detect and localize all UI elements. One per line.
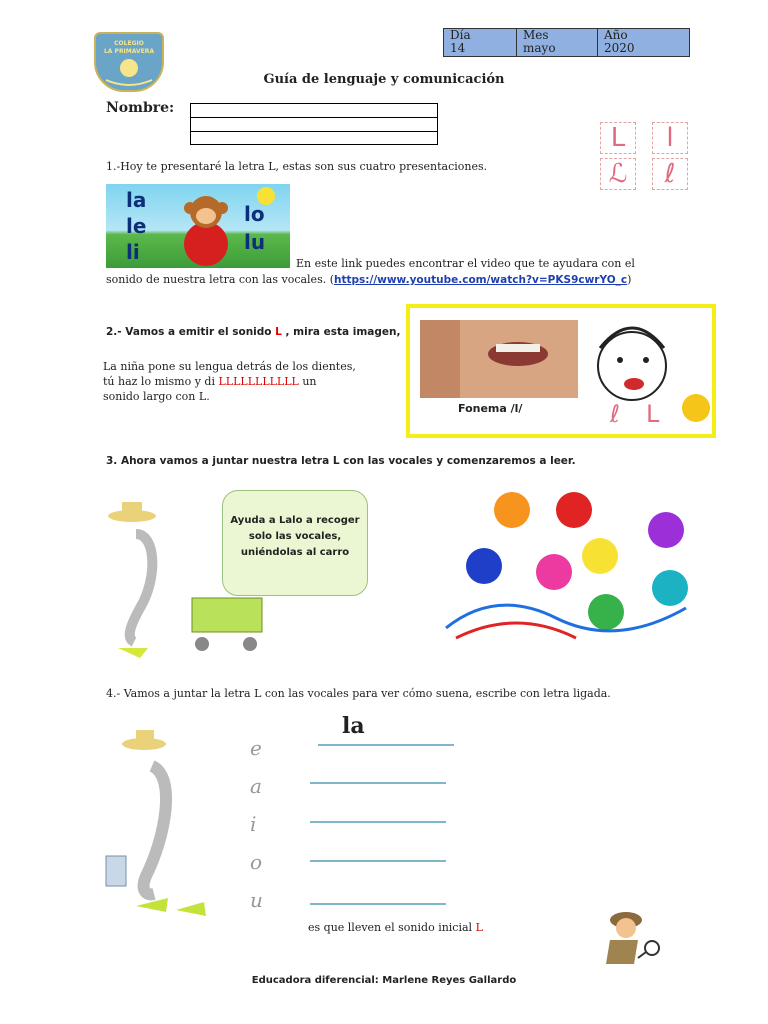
vowel-u: u bbox=[250, 888, 263, 912]
answer-line-e[interactable] bbox=[318, 744, 454, 746]
cut-letter: L bbox=[475, 921, 483, 934]
page-title: Guía de lenguaje y comunicación bbox=[263, 72, 505, 87]
section2-desc-2 bbox=[103, 374, 317, 389]
cut-text: es que lleven el sonido inicial bbox=[308, 921, 476, 934]
answer-line-a[interactable] bbox=[310, 782, 446, 784]
syllables-video-banner[interactable] bbox=[106, 184, 290, 268]
vowel-i: i bbox=[250, 812, 257, 836]
link-text-2: sonido de nuestra letra con las vocales. ( bbox=[106, 273, 334, 286]
date-month-value: mayo bbox=[523, 41, 556, 55]
letter-form-upper-cursive: ℒ bbox=[600, 158, 636, 190]
date-year-label: Año bbox=[604, 28, 628, 42]
example-syllable: la bbox=[342, 713, 365, 739]
lalo-writing-icon bbox=[96, 726, 256, 926]
detective-icon bbox=[586, 906, 670, 970]
phoneme-frame bbox=[406, 304, 716, 438]
vowel-o: o bbox=[250, 850, 263, 874]
name-label: Nombre: bbox=[106, 100, 175, 116]
syllable-lu: lu bbox=[244, 230, 266, 254]
syllable-le: le bbox=[126, 214, 147, 238]
section2-desc-2-after: un bbox=[298, 375, 317, 388]
section1-instruction: 1.-Hoy te presentaré la letra L, estas son sus cuatro presentaciones. bbox=[106, 160, 488, 173]
phoneme-illustration-icon bbox=[410, 308, 712, 434]
vowel-a: a bbox=[250, 774, 262, 798]
section2-desc-3: sonido largo con L. bbox=[103, 390, 210, 403]
vowel-balloons-icon bbox=[436, 488, 696, 648]
date-table bbox=[443, 28, 690, 57]
link-close: ) bbox=[627, 273, 632, 286]
date-year-value: 2020 bbox=[604, 41, 635, 55]
cut-instruction bbox=[308, 920, 483, 935]
date-day-value: 14 bbox=[450, 41, 466, 55]
link-text-1: En este link puedes encontrar el video que te ayudara con el bbox=[296, 257, 635, 270]
section2-desc-1: La niña pone su lengua detrás de los dientes, bbox=[103, 360, 356, 373]
answer-line-o[interactable] bbox=[310, 860, 446, 862]
link-line bbox=[106, 272, 631, 288]
section2-desc-2-red: LLLLLLLLLLL bbox=[218, 375, 299, 388]
vowel-e: e bbox=[250, 736, 262, 760]
letter-form-upper-print: L bbox=[600, 122, 636, 154]
section2-text-after: , mira esta imagen, bbox=[281, 326, 401, 338]
section2-text-before: 2.- Vamos a emitir el sonido bbox=[106, 326, 276, 338]
answer-line-u[interactable] bbox=[310, 903, 446, 905]
name-field[interactable] bbox=[190, 103, 438, 145]
syllable-lo: lo bbox=[244, 202, 265, 226]
date-day-label: Día bbox=[450, 28, 471, 42]
phoneme-letter-print: L bbox=[646, 400, 660, 428]
syllable-li: li bbox=[126, 240, 140, 264]
monkey-icon bbox=[106, 184, 290, 268]
logo-text-mid: LA PRIMAVERA bbox=[103, 48, 155, 55]
phoneme-label: Fonema /l/ bbox=[458, 402, 523, 415]
answer-line-i[interactable] bbox=[310, 821, 446, 823]
section2-desc-2-before: tú haz lo mismo y di bbox=[103, 375, 219, 388]
logo-text-top: COLEGIO bbox=[114, 40, 144, 47]
instruction-bubble: Ayuda a Lalo a recoger solo las vocales, uniéndolas al carro bbox=[222, 490, 368, 596]
letter-form-lower-cursive: ℓ bbox=[652, 158, 688, 190]
syllable-la: la bbox=[126, 188, 147, 212]
letter-form-lower-print: l bbox=[652, 122, 688, 154]
section2-instruction bbox=[106, 325, 401, 340]
date-month-label: Mes bbox=[523, 28, 549, 42]
phoneme-letter-cursive: ℓ bbox=[610, 400, 620, 428]
video-link[interactable]: https://www.youtube.com/watch?v=PKS9cwrYO_c bbox=[334, 274, 628, 286]
section2-letter: L bbox=[275, 326, 282, 338]
section3-instruction: 3. Ahora vamos a juntar nuestra letra L con las vocales y comenzaremos a leer. bbox=[106, 455, 576, 467]
section4-instruction: 4.- Vamos a juntar la letra L con las vocales para ver cómo suena, escribe con letra ligada. bbox=[106, 687, 611, 700]
footer-teacher: Educadora diferencial: Marlene Reyes Gallardo bbox=[251, 975, 517, 986]
